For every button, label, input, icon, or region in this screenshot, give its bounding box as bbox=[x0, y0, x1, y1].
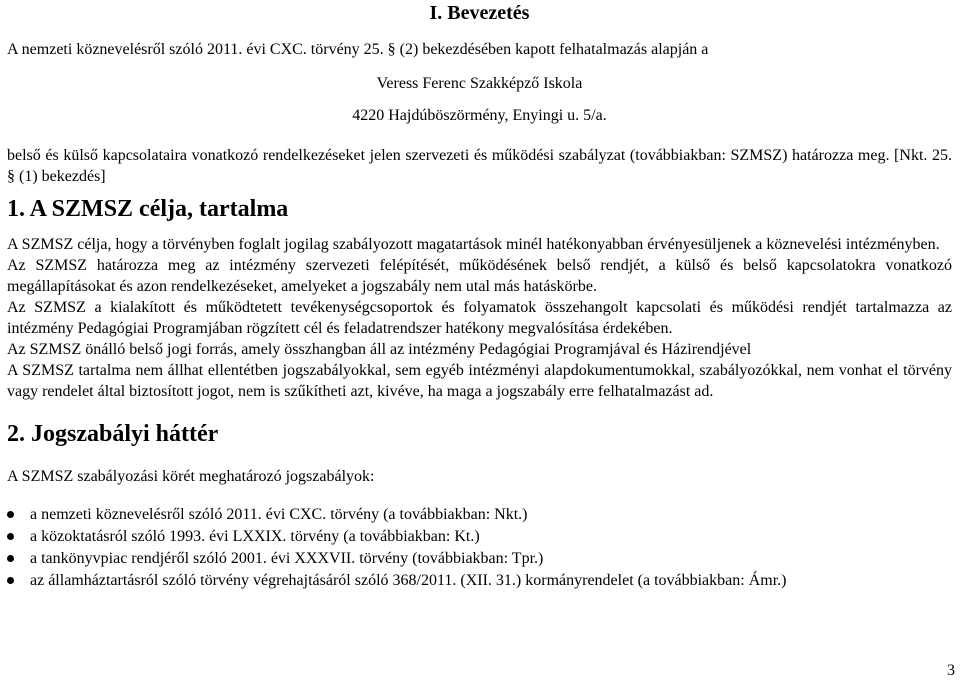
intro-continuation: belső és külső kapcsolataira vonatkozó rendelkezéseket jelen szervezeti és működési szabályzat (továbbiakban: SZMSZ) határozza meg. [Nkt. 25. § (1) bekezdés] bbox=[7, 147, 952, 185]
school-name: Veress Ferenc Szakképző Iskola bbox=[376, 75, 583, 92]
list-item-text: a közoktatásról szóló 1993. évi LXXIX. törvény (a továbbiakban: Kt.) bbox=[30, 528, 480, 545]
section-1-title: 1. A SZMSZ célja, tartalma bbox=[7, 196, 289, 222]
list-item bbox=[7, 548, 952, 570]
section-1-paragraph: A SZMSZ tartalma nem állhat ellentétben jogszabályokkal, sem egyéb intézményi alapdokumentumokkal, szabályozókkal, nem vonhat el törvény vagy rendelet által biztosított jogot, nem is szűkítheti azt, kivéve, ha maga a jogszabály erre felhatalmazást ad. bbox=[7, 362, 952, 400]
section-1-paragraph: A SZMSZ célja, hogy a törvényben foglalt jogilag szabályozott magatartások minél hatékonyabban érvényesüljenek a köznevelési intézményben. bbox=[7, 236, 940, 253]
section-1-paragraph: Az SZMSZ a kialakított és működtetett tevékenységcsoportok és folyamatok összehangolt kapcsolati és működési rendjét tartalmazza az intézmény Pedagógiai Programjában rögzített cél és feladatrendszer hatékony megvalósítása érdekében. bbox=[7, 299, 952, 337]
section-1-paragraph: Az SZMSZ határozza meg az intézmény szervezeti felépítését, működésének belső rendjét, a külső és belső kapcsolatokra vonatkozó megállapításokat és azon rendelkezéseket, amelyeket a jogszabály nem utal más hatáskörbe. bbox=[7, 257, 952, 295]
section-2-lead: A SZMSZ szabályozási körét meghatározó jogszabályok: bbox=[7, 468, 375, 485]
document-content bbox=[7, 0, 952, 592]
list-item bbox=[7, 570, 952, 592]
section-2-title: 2. Jogszabályi háttér bbox=[7, 421, 219, 447]
chapter-title: I. Bevezetés bbox=[429, 2, 530, 24]
legislation-list bbox=[7, 504, 952, 592]
section-1-paragraph: Az SZMSZ önálló belső jogi forrás, amely összhangban áll az intézmény Pedagógiai Programjával és Házirendjével bbox=[7, 341, 752, 358]
list-item-text: a tankönyvpiac rendjéről szóló 2001. évi XXXVII. törvény (továbbiakban: Tpr.) bbox=[30, 550, 544, 567]
school-address: 4220 Hajdúböszörmény, Enyingi u. 5/a. bbox=[352, 107, 607, 124]
bullet-icon bbox=[7, 577, 14, 584]
list-item bbox=[7, 504, 952, 526]
list-item-text: a nemzeti köznevelésről szóló 2011. évi CXC. törvény (a továbbiakban: Nkt.) bbox=[30, 506, 528, 523]
page-number: 3 bbox=[947, 662, 955, 679]
bullet-icon bbox=[7, 533, 14, 540]
bullet-icon bbox=[7, 555, 14, 562]
list-item bbox=[7, 526, 952, 548]
bullet-icon bbox=[7, 511, 14, 518]
intro-line: A nemzeti köznevelésről szóló 2011. évi CXC. törvény 25. § (2) bekezdésében kapott felhatalmazás alapján a bbox=[7, 41, 709, 58]
list-item-text: az államháztartásról szóló törvény végrehajtásáról szóló 368/2011. (XII. 31.) kormányrendelet (a továbbiakban: Ámr.) bbox=[30, 572, 787, 589]
